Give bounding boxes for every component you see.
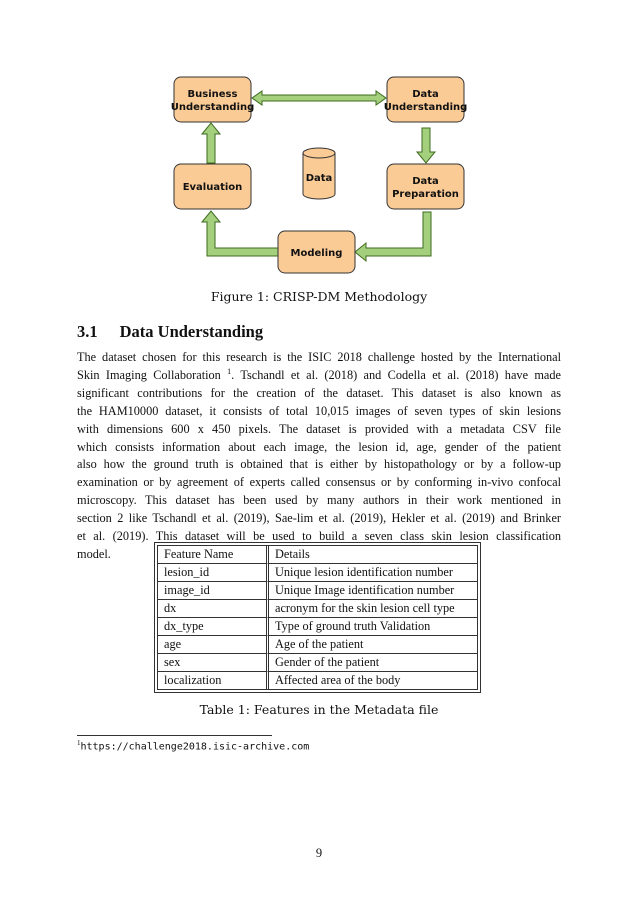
table-cell: lesion_id	[158, 564, 269, 582]
arrow-business-to-data-understanding	[252, 91, 386, 105]
svg-text:Business: Business	[187, 89, 238, 100]
paragraph-line: significant contributions for the creation of the dataset. This dataset is also known as	[77, 385, 561, 400]
svg-text:Data: Data	[412, 176, 439, 187]
table-row	[158, 600, 477, 618]
paragraph-line: microscopy. This dataset has been used by many authors in their work mentioned in	[77, 493, 561, 508]
table-header-cell: Feature Name	[158, 546, 269, 564]
table-header-cell: Details	[269, 546, 477, 564]
svg-text:Modeling: Modeling	[290, 248, 343, 259]
node-data-preparation	[387, 164, 464, 209]
paragraph-line: examination or by agreement of experts called consensus or by conforming in-vivo confocal	[77, 475, 561, 490]
node-business-understanding	[171, 77, 255, 122]
table-cell: Type of ground truth Validation	[269, 618, 477, 636]
section-number: 3.1	[77, 322, 98, 341]
crisp-dm-diagram	[0, 0, 638, 300]
arrow-modeling-to-evaluation	[202, 211, 278, 256]
table-row	[158, 654, 477, 672]
table-row	[158, 618, 477, 636]
arrow-preparation-to-modeling	[355, 212, 431, 261]
paragraph-line: the HAM10000 dataset, it consists of total 10,015 images of seven types of skin lesions	[77, 403, 561, 418]
paragraph-line: et al. (2019). This dataset will be used to build a seven class skin lesion classification	[77, 529, 561, 544]
table-cell: dx	[158, 600, 269, 618]
svg-text:Data: Data	[305, 173, 333, 184]
table-header-row	[158, 546, 477, 564]
svg-text:Understanding: Understanding	[383, 102, 468, 113]
footnote	[77, 739, 309, 752]
table-cell: acronym for the skin lesion cell type	[269, 600, 477, 618]
node-modeling	[278, 231, 355, 273]
paragraph-line: section 2 like Tschandl et al. (2019), Sae-lim et al. (2019), Hekler et al. (2019) and Brinker	[77, 511, 561, 526]
data-store-cylinder	[303, 148, 335, 199]
arrow-evaluation-to-business	[202, 123, 220, 163]
body-paragraph	[77, 349, 561, 564]
table-cell: dx_type	[158, 618, 269, 636]
svg-text:Understanding: Understanding	[170, 102, 255, 113]
node-evaluation	[174, 164, 251, 209]
paragraph-line: model.	[77, 546, 111, 561]
table-caption: Table 1: Features in the Metadata file	[199, 702, 439, 717]
table-cell: localization	[158, 672, 269, 689]
svg-text:Evaluation: Evaluation	[182, 182, 243, 193]
paragraph-line: also how the ground truth is obtained that is either by histopathology or by a follow-up	[77, 457, 561, 472]
table-cell: Unique lesion identification number	[269, 564, 477, 582]
table-row	[158, 564, 477, 582]
table-cell: sex	[158, 654, 269, 672]
paragraph-line: Skin Imaging Collaboration $^1$. Tschandl et al. (2018) and Codella et al. (2018) have made	[77, 366, 561, 382]
paragraph-line: which consists information about each image, the lesion id, age, gender of the patient	[77, 439, 561, 454]
svg-text:Preparation: Preparation	[392, 189, 459, 200]
table-cell: Gender of the patient	[269, 654, 477, 672]
table-cell: image_id	[158, 582, 269, 600]
footnote-divider	[77, 735, 272, 736]
node-data-understanding	[384, 77, 468, 122]
footnote-mark: 1	[77, 739, 81, 747]
paragraph-line: The dataset chosen for this research is the ISIC 2018 challenge hosted by the International	[77, 350, 561, 364]
section-title: Data Understanding	[119, 322, 264, 341]
figure-caption: Figure 1: CRISP-DM Methodology	[210, 289, 428, 304]
footnote-url[interactable]: https://challenge2018.isic-archive.com	[80, 741, 310, 753]
table-cell: Age of the patient	[269, 636, 477, 654]
table-cell: Affected area of the body	[275, 673, 401, 687]
table-cell: Unique Image identification number	[269, 582, 477, 600]
paragraph-line: with dimensions 600 x 450 pixels. The dataset is provided with a metadata CSV file	[77, 421, 561, 436]
arrow-data-understanding-to-preparation	[417, 128, 435, 163]
table-row	[158, 636, 477, 654]
table-row	[158, 582, 477, 600]
svg-text:Data: Data	[412, 89, 439, 100]
table-cell: age	[158, 636, 269, 654]
page-number: 9	[315, 846, 323, 860]
metadata-features-table	[157, 545, 478, 690]
table-row	[158, 672, 477, 689]
section-heading	[77, 322, 263, 342]
footnote-ref[interactable]: 1	[227, 366, 232, 376]
